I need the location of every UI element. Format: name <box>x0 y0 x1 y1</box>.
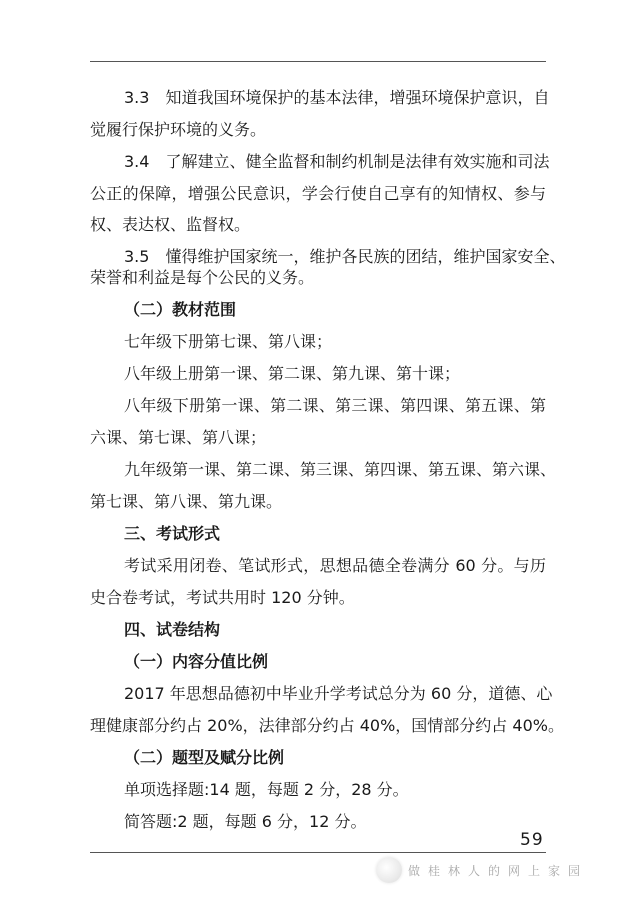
watermark-text: 做桂林人的网上家园 <box>408 863 589 878</box>
heading-content-score-ratio: （一）内容分值比例 <box>124 652 269 671</box>
scope-grade9-line-2: 第七课、第八课、第九课。 <box>90 492 283 511</box>
scope-grade8-upper: 八年级上册第一课、第二课、第九课、第十课； <box>124 364 461 383</box>
exam-format-line-2: 史合卷考试，考试共用时 120 分钟。 <box>90 588 355 607</box>
section-3-4-line-1: 3.4 了解建立、健全监督和制约机制是法律有效实施和司法 <box>124 152 550 171</box>
exam-format-line-1: 考试采用闭卷、笔试形式，思想品德全卷满分 60 分。与历 <box>124 556 546 575</box>
question-type-short-answer: 简答题:2 题，每题 6 分，12 分。 <box>124 812 367 831</box>
page-number: 59 <box>520 830 544 850</box>
heading-textbook-scope: （二）教材范围 <box>124 300 237 319</box>
section-3-4-line-3: 权、表达权、监督权。 <box>90 215 251 234</box>
score-ratio-line-2: 理健康部分约占 20%，法律部分约占 40%，国情部分约占 40%。 <box>90 716 564 735</box>
section-3-5-line-2: 荣誉和利益是每个公民的义务。 <box>90 268 315 287</box>
watermark-logo-icon <box>376 857 402 883</box>
footer-rule <box>90 852 546 853</box>
score-ratio-line-1: 2017 年思想品德初中毕业升学考试总分为 60 分，道德、心 <box>124 684 553 703</box>
heading-paper-structure: 四、试卷结构 <box>124 620 221 639</box>
section-3-3-line-2: 觉履行保护环境的义务。 <box>90 120 267 139</box>
scope-grade7-lower: 七年级下册第七课、第八课； <box>124 332 333 351</box>
question-type-multiple-choice: 单项选择题:14 题，每题 2 分，28 分。 <box>124 780 409 799</box>
header-rule <box>90 61 546 62</box>
scope-grade9-line-1: 九年级第一课、第二课、第三课、第四课、第五课、第六课、 <box>124 460 557 479</box>
watermark <box>376 856 588 884</box>
section-3-4-line-2: 公正的保障，增强公民意识，学会行使自己享有的知情权、参与 <box>90 184 546 203</box>
section-3-5-line-1: 3.5 懂得维护国家统一，维护各民族的团结，维护国家安全、 <box>124 247 566 266</box>
scope-grade8-lower-line-1: 八年级下册第一课、第二课、第三课、第四课、第五课、第 <box>124 396 546 415</box>
heading-question-types: （二）题型及赋分比例 <box>124 748 285 767</box>
heading-exam-format: 三、考试形式 <box>124 524 221 543</box>
scope-grade8-lower-line-2: 六课、第七课、第八课； <box>90 428 267 447</box>
section-3-3-line-1: 3.3 知道我国环境保护的基本法律，增强环境保护意识，自 <box>124 88 550 107</box>
